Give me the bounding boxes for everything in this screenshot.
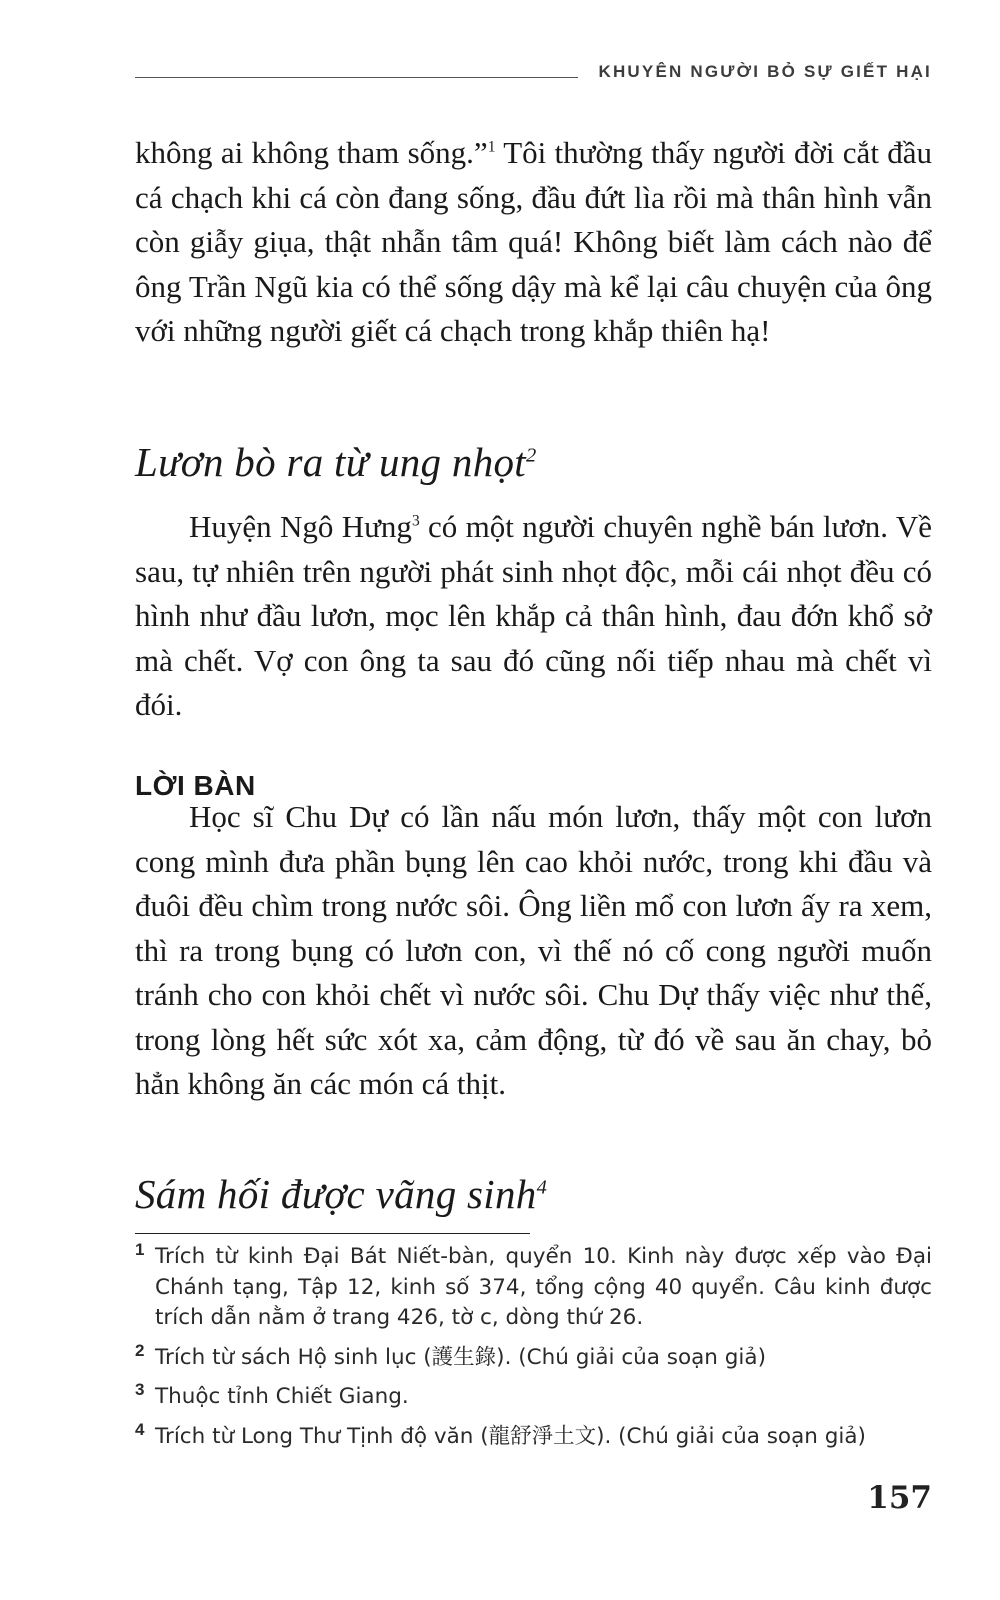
footnote-text: Trích từ kinh Đại Bát Niết-bàn, quyển 10. Kinh này được xếp vào Đại Chánh tạng, Tập 12, kinh số 374, tổng cộng 40 quyển. Câu kinh được trích dẫn nằm ở trang 426, tờ c, dòng thứ 26.: [155, 1244, 932, 1330]
section-1-title: Lươn bò ra từ ung nhọt: [135, 439, 526, 485]
page-header: [135, 56, 932, 82]
footnote-ref-3[interactable]: 3: [411, 512, 420, 530]
footnote-marker: 3: [135, 1380, 145, 1399]
page-number: 157: [867, 1480, 932, 1516]
paragraph-1-text: [135, 131, 932, 354]
footnote-marker: 1: [135, 1240, 145, 1259]
footnote-text: Thuộc tỉnh Chiết Giang.: [155, 1384, 409, 1409]
header-rule: [135, 77, 578, 78]
paragraph-1-after: Tôi thường thấy người đời cắt đầu cá chạch khi cá còn đang sống, đầu đứt lìa rồi mà thân hình vẫn còn giẫy giụa, thật nhẫn tâm quá! Không biết làm cách nào để ông Trần Ngũ kia có thể sống dậy mà kể lại câu chuyện của ông với những người giết cá chạch trong khắp thiên hạ!: [135, 135, 932, 348]
footnote-1: [135, 1242, 932, 1334]
section-heading-eel: [135, 438, 537, 486]
commentary-paragraph: [135, 795, 932, 1107]
section-1-paragraph: [135, 505, 932, 728]
paragraph-1-before: không ai không tham sống.”: [135, 135, 488, 170]
commentary-text: Học sĩ Chu Dự có lần nấu món lươn, thấy một con lươn cong mình đưa phần bụng lên cao khỏi nước, trong khi đầu và đuôi đều chìm trong nước sôi. Ông liền mổ con lươn ấy ra xem, thì ra trong bụng có lươn con, vì thế nó cố cong người muốn tránh cho con khỏi chết vì nước sôi. Chu Dự thấy việc như thế, trong lòng hết sức xót xa, cảm động, từ đó về sau ăn chay, bỏ hẳn không ăn các món cá thịt.: [135, 799, 932, 1101]
footnote-ref-1[interactable]: 1: [487, 138, 496, 156]
footnote-2: [135, 1340, 932, 1374]
section-1-para-after: có một người chuyên nghề bán lươn. Về sau, tự nhiên trên người phát sinh nhọt độc, mỗi cái nhọt đều có hình như đầu lươn, mọc lên khắp cả thân hình, đau đớn khổ sở mà chết. Vợ con ông ta sau đó cũng nối tiếp nhau mà chết vì đói.: [135, 509, 932, 722]
running-head: KHUYÊN NGƯỜI BỎ SỰ GIẾT HẠI: [598, 62, 932, 81]
footnote-3: [135, 1382, 932, 1413]
paragraph-continued: [135, 131, 932, 354]
section-1-paragraph-text: [135, 505, 932, 728]
footnotes: [135, 1242, 932, 1461]
footnote-text: Trích từ sách Hộ sinh lục (護生錄). (Chú giải của soạn giả): [155, 1344, 766, 1370]
commentary-title: LỜI BÀN: [135, 770, 256, 801]
section-1-para-before: Huyện Ngô Hưng: [189, 509, 412, 544]
footnote-4: [135, 1419, 932, 1453]
footnote-marker: 4: [135, 1419, 145, 1439]
footnote-ref-2[interactable]: 2: [526, 444, 537, 467]
footnote-ref-4[interactable]: 4: [536, 1176, 548, 1199]
footnote-rule: [135, 1233, 530, 1234]
section-heading-repentance: [135, 1170, 547, 1218]
section-2-title: Sám hối được vãng sinh: [135, 1171, 537, 1217]
footnote-text: Trích từ Long Thư Tịnh độ văn (龍舒淨土文). (Chú giải của soạn giả): [155, 1423, 866, 1449]
footnote-marker: 2: [135, 1340, 145, 1360]
